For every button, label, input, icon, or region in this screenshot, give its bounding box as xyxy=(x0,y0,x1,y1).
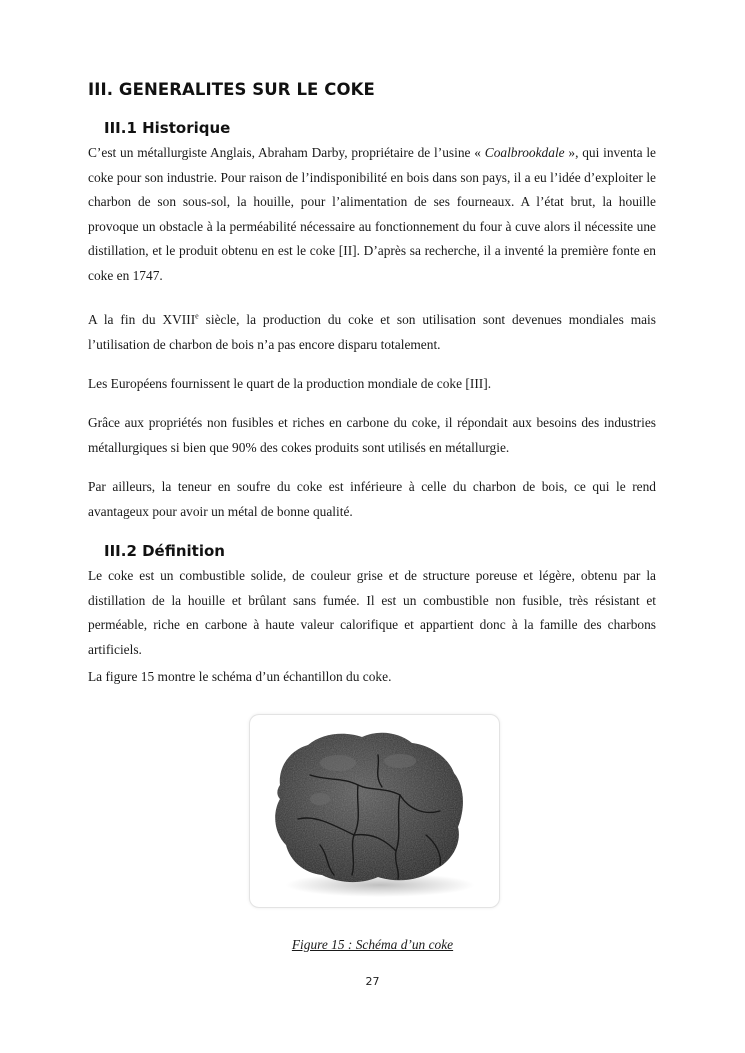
text-run: siècle, la production du coke et son utilisation sont devenues mondiales mais l’utilisation de charbon de bois n’a pas encore disparu totalement. xyxy=(88,312,656,352)
subsection-heading-definition: III.2 Définition xyxy=(104,542,225,560)
superscript: e xyxy=(195,311,199,321)
section-title: III. GENERALITES SUR LE COKE xyxy=(88,80,375,99)
coke-texture xyxy=(275,733,463,882)
page-number: 27 xyxy=(365,975,380,988)
paragraph-definition-1: Le coke est un combustible solide, de couleur grise et de structure poreuse et légère, obtenu par la distillation de la houille et brûlant sans fumée. Il est un combustible non fusible, très résistant et perméable, riche en carbone à haute valeur calorifique et appartient donc à la famille des charbons artificiels. xyxy=(88,568,656,657)
text-run: A la fin du XVIII xyxy=(88,312,196,327)
paragraph-historique-2 xyxy=(88,308,656,357)
coke-lump-image xyxy=(250,715,499,907)
text-run: C’est un métallurgiste Anglais, Abraham Darby, propriétaire de l’usine « xyxy=(88,145,485,160)
paragraph-definition-2: La figure 15 montre le schéma d’un échantillon du coke. xyxy=(88,669,392,684)
paragraph-historique-4: Grâce aux propriétés non fusibles et riches en carbone du coke, il répondait aux besoins des industries métallurgiques si bien que 90% des cokes produits sont utilisés en métallurgie. xyxy=(88,415,656,455)
figure-frame xyxy=(249,714,500,908)
italic-factory-name: Coalbrookdale xyxy=(484,145,565,160)
paragraph-historique-5: Par ailleurs, la teneur en soufre du coke est inférieure à celle du charbon de bois, ce qui le rend avantageux pour avoir un métal de bonne qualité. xyxy=(88,479,656,519)
paragraph-historique-3: Les Européens fournissent le quart de la production mondiale de coke [III]. xyxy=(88,376,492,391)
paragraph-historique-1 xyxy=(88,141,656,288)
subsection-heading-historique: III.1 Historique xyxy=(104,119,231,137)
text-run: », qui inventa le coke pour son industrie. Pour raison de l’indisponibilité en bois dans son pays, il a eu l’idée d’exploiter le charbon de son sous-sol, la houille, pour l’alimentation de ses fourneaux. A l’état brut, la houille provoque un obstacle à la perméabilité nécessaire au fonctionnement du four à cuve alors il nécessite une distillation, et le produit obtenu en est le coke [II]. D’après sa recherche, il a inventé la première fonte en coke en 1747. xyxy=(88,145,657,283)
figure-caption: Figure 15 : Schéma d’un coke xyxy=(291,937,454,952)
